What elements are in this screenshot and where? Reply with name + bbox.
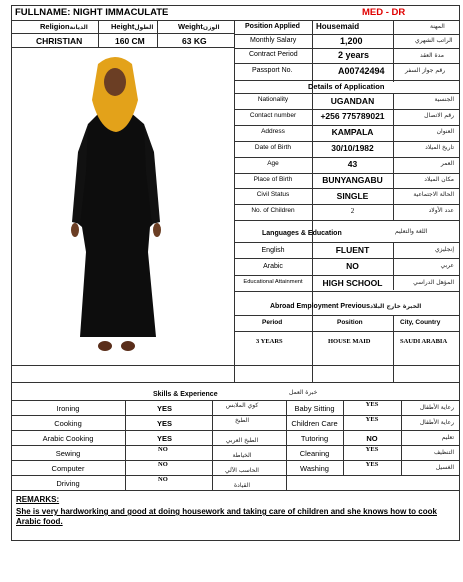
skill-arabic: رعاية الأطفال <box>419 404 454 411</box>
row-divider <box>11 415 459 416</box>
fullname-heading: FULLNAME: NIGHT IMMACULATE <box>15 7 169 18</box>
skill-label: Tutoring <box>300 434 329 443</box>
abroad-col-position: Position <box>337 319 363 326</box>
row-divider <box>234 204 459 205</box>
skill-arabic: رعاية الأطفال <box>419 419 454 426</box>
skill-label: Driving <box>56 479 80 488</box>
detail-arabic: الحالة الاجتماعية <box>413 191 454 199</box>
detail-arabic: عدد الأولاد <box>428 207 454 215</box>
skill-arabic: الخياطة <box>232 452 252 459</box>
languages-heading: Languages & Education <box>262 230 342 237</box>
height-label: Heightالطول <box>111 22 154 31</box>
skill-arabic: الطبخ العربي <box>225 437 259 444</box>
skill-value: YES <box>365 446 379 453</box>
skill-arabic: كوي الملابس <box>225 402 259 409</box>
language-value: NO <box>346 261 359 272</box>
row-divider <box>234 157 459 158</box>
skill-label: Sewing <box>55 449 81 458</box>
detail-arabic: تاريخ الميلاد <box>425 143 454 151</box>
applicant-photo <box>60 52 170 362</box>
skill-value: YES <box>157 404 173 413</box>
row-divider <box>234 258 459 259</box>
skill-label: Cooking <box>54 419 82 428</box>
language-arabic: إنجليزي <box>434 246 454 253</box>
skill-value: YES <box>157 419 173 428</box>
applicant-figure <box>60 52 170 362</box>
row-divider <box>234 141 459 142</box>
skill-label: Cleaning <box>299 449 330 458</box>
skill-label: Computer <box>51 464 85 473</box>
language-label: Educational Attainment <box>243 278 303 285</box>
skill-label: Children Care <box>291 419 338 428</box>
detail-label: Civil Status <box>256 191 290 199</box>
skill-label: Washing <box>300 464 329 473</box>
skill-value: YES <box>365 401 379 408</box>
details-heading: Details of Application <box>308 82 385 91</box>
language-label: Arabic <box>263 263 283 271</box>
language-value: FLUENT <box>335 245 370 255</box>
salary-arabic: الراتب الشهري <box>415 37 453 44</box>
row-divider <box>234 275 459 276</box>
skills-heading: Skills & Experience <box>153 391 218 398</box>
detail-value: +256 775789021 <box>320 111 385 122</box>
detail-label: Date of Birth <box>254 143 292 151</box>
skill-arabic: الغسيل <box>435 464 454 471</box>
detail-arabic: مكان الميلاد <box>424 175 454 183</box>
row-divider <box>11 460 459 461</box>
height-value: 160 CM <box>115 36 145 46</box>
skill-arabic: الحاسب الآلي <box>225 467 259 474</box>
skill-arabic: القيادة <box>234 482 250 489</box>
skill-value: YES <box>157 434 173 443</box>
remarks-label: REMARKS: <box>16 495 60 504</box>
passport-arabic: رقم جواز السفر <box>405 67 446 74</box>
row-divider <box>234 188 459 189</box>
language-arabic: عربي <box>440 262 454 270</box>
religion-value: CHRISTIAN <box>36 36 83 46</box>
detail-arabic: رقم الاتصال <box>424 111 454 119</box>
agency-label: MED - DR <box>362 7 406 18</box>
skill-arabic: تعليم <box>441 434 454 441</box>
skill-label: Arabic Cooking <box>42 434 94 443</box>
row-divider <box>234 109 459 110</box>
detail-value: 2 <box>350 206 355 215</box>
detail-arabic: العمر <box>440 159 454 167</box>
abroad-period-value: 3 YEARS <box>256 338 283 345</box>
detail-value: BUNYANGABU <box>322 175 383 185</box>
detail-value: 43 <box>347 159 358 170</box>
skill-arabic: الطبخ <box>234 417 250 424</box>
passport-value: A00742494 <box>338 66 385 76</box>
skill-label: Ironing <box>56 404 80 413</box>
position-value: Housemaid <box>316 22 360 31</box>
position-label: Position Applied <box>245 23 300 30</box>
row-divider <box>11 475 459 476</box>
contract-label: Contract Period <box>249 51 298 58</box>
language-value: HIGH SCHOOL <box>322 277 383 288</box>
detail-value: UGANDAN <box>330 95 375 106</box>
detail-arabic: الجنسية <box>434 96 454 103</box>
detail-label: Age <box>267 159 279 167</box>
salary-value: 1,200 <box>340 36 363 46</box>
language-arabic: المؤهل الدراسي <box>413 278 454 286</box>
skill-value: YES <box>365 461 379 468</box>
language-label: English <box>261 247 285 254</box>
remarks-text: She is very hardworking and good at doing housework and taking care of children and she knows how to cook Arabic food. <box>16 507 437 526</box>
abroad-col-period: Period <box>262 319 283 326</box>
position-arabic: المهنة <box>430 23 445 30</box>
abroad-position-value: HOUSE MAID <box>328 338 371 345</box>
passport-label: Passport No. <box>252 67 293 74</box>
skill-value: NO <box>158 446 168 453</box>
contract-arabic: مدة العقد <box>420 52 444 59</box>
religion-label: Religionالديانة <box>40 22 88 31</box>
languages-heading-arabic: اللغة والتعليم <box>395 228 428 235</box>
skill-value: NO <box>158 476 168 483</box>
detail-label: Contact number <box>249 111 297 119</box>
weight-label: Weightالوزن <box>178 22 220 31</box>
detail-value: SINGLE <box>336 190 369 201</box>
salary-label: Monthly Salary <box>250 37 297 44</box>
detail-label: Place of Birth <box>253 175 293 183</box>
skill-value: NO <box>158 461 168 468</box>
abroad-col-country: City, Country <box>400 319 441 326</box>
row-divider <box>234 173 459 174</box>
skill-value: YES <box>365 416 379 423</box>
detail-value: 30/10/1982 <box>331 143 374 154</box>
skill-label: Baby Sitting <box>294 404 335 413</box>
abroad-heading: Abroad Employment Previousالخبرة خارج البلاد <box>270 303 422 310</box>
detail-value: KAMPALA <box>331 127 374 138</box>
detail-label: Address <box>261 127 285 135</box>
detail-label: No. of Children <box>251 207 295 215</box>
skill-value: NO <box>366 434 378 443</box>
skill-arabic: التنظيف <box>433 449 454 456</box>
detail-label: Nationality <box>257 96 289 103</box>
weight-value: 63 KG <box>182 36 207 46</box>
detail-arabic: العنوان <box>436 127 454 135</box>
abroad-country-value: SAUDI ARABIA <box>400 338 448 345</box>
row-divider <box>11 430 459 431</box>
skills-heading-arabic: خبرة العمل <box>289 389 318 396</box>
contract-value: 2 years <box>338 50 370 60</box>
row-divider <box>234 125 459 126</box>
row-divider <box>11 445 459 446</box>
